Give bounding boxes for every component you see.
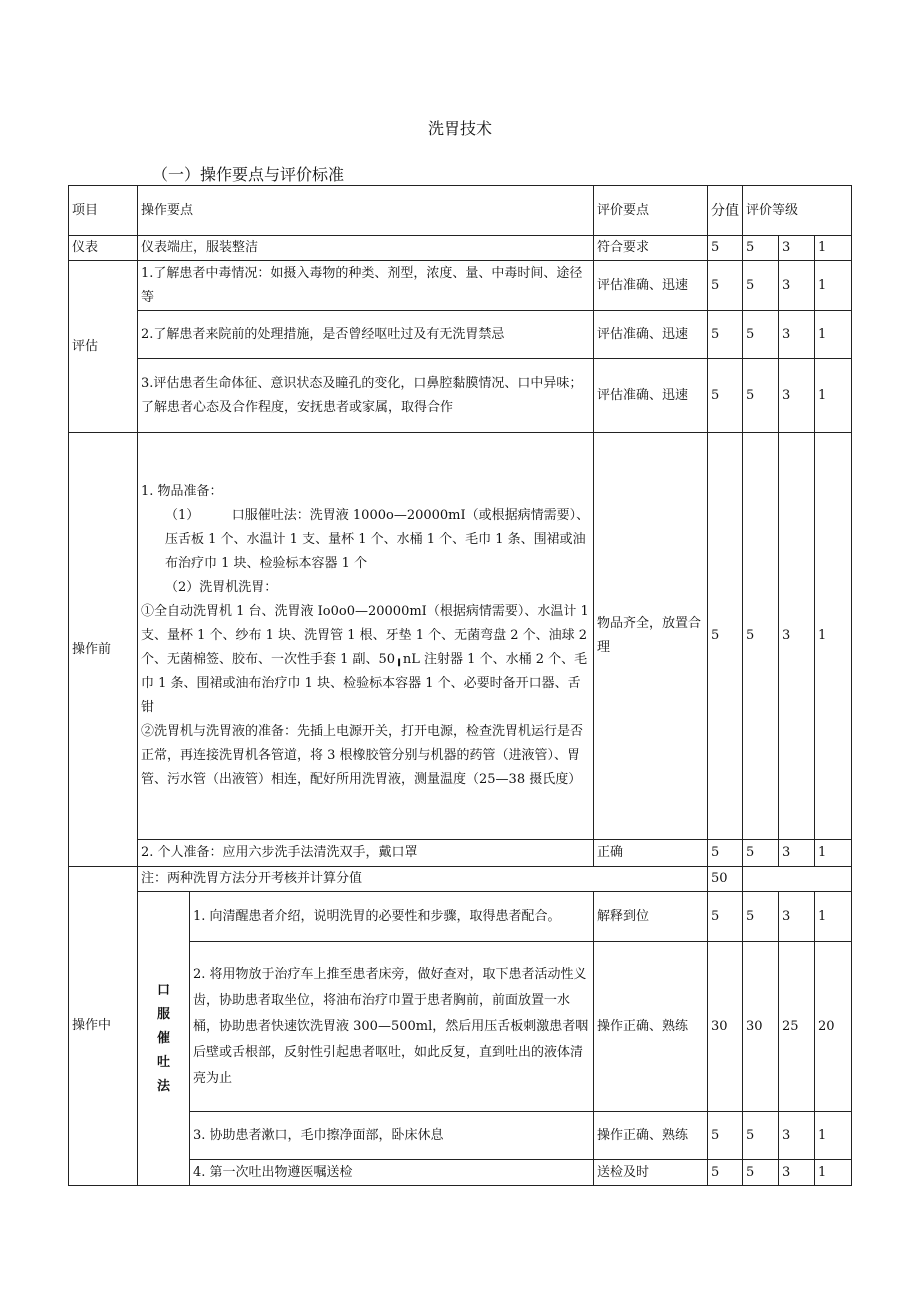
table-row	[69, 840, 852, 867]
header-grade: 评价等级	[743, 186, 852, 236]
table-row	[69, 261, 852, 311]
grade-cell: 5	[743, 261, 779, 311]
criteria-text: 物品齐全，放置合理	[594, 433, 708, 840]
grade-cell: 1	[815, 892, 852, 942]
point-text: 3. 协助患者漱口，毛巾擦净面部，卧床休息	[190, 1112, 594, 1160]
score-cell: 5	[708, 236, 743, 261]
section-subtitle: （一）操作要点与评价标准	[152, 165, 345, 184]
score-cell: 5	[708, 892, 743, 942]
grade-cell: 3	[779, 1160, 815, 1186]
grade-cell: 1	[815, 1112, 852, 1160]
list-item: （1） 口服催吐法：洗胃液 1000o—20000mI（或根据病情需要）、压舌板 1 个、水温计 1 支、量杯 1 个、水桶 1 个、毛巾 1 条、围裙或油布治疗巾 1 块、检验标本容器 1 个	[165, 508, 590, 571]
header-points: 操作要点	[138, 186, 594, 236]
header-score: 分值	[708, 186, 743, 236]
criteria-text: 评估准确、迅速	[594, 311, 708, 359]
grade-cell: 1	[815, 311, 852, 359]
grade-cell: 3	[779, 359, 815, 433]
document-title: 洗胃技术	[427, 119, 492, 138]
point-text: 2.了解患者来院前的处理措施，是否曾经呕吐过及有无洗胃禁忌	[138, 311, 594, 359]
score-cell: 5	[708, 359, 743, 433]
table-row	[69, 311, 852, 359]
criteria-text: 正确	[594, 840, 708, 867]
score-cell: 5	[708, 840, 743, 867]
list-item: （2）洗胃机洗胃：	[165, 580, 278, 595]
score-cell: 5	[708, 1160, 743, 1186]
evaluation-table	[68, 185, 852, 1186]
table-row	[69, 867, 852, 892]
empty-cell	[743, 867, 852, 892]
grade-cell: 5	[743, 236, 779, 261]
criteria-text: 解释到位	[594, 892, 708, 942]
list-item: ①全自动洗胃机 1 台、洗胃液 Io0o0—20000mI（根据病情需要）、水温计 1 支、量杯 1 个、纱布 1 块、洗胃管 1 根、牙垫 1 个、无菌弯盘 2 个、油球 2 个、无菌棉签、胶布、一次性手套 1 副、50╻nL 注射器 1 个、水桶 2 个、毛巾 1 条、围裙或油布治疗巾 1 块、检验标本容器 1 个、必要时备开口器、舌钳	[141, 604, 589, 715]
criteria-text: 送检及时	[594, 1160, 708, 1186]
method-label	[138, 892, 190, 1186]
score-cell: 5	[708, 261, 743, 311]
grade-cell: 1	[815, 433, 852, 840]
category-before-operation: 操作前	[69, 433, 138, 867]
grade-cell: 3	[779, 1112, 815, 1160]
grade-cell: 1	[815, 1160, 852, 1186]
score-cell: 5	[708, 433, 743, 840]
grade-cell: 3	[779, 236, 815, 261]
grade-cell: 1	[815, 261, 852, 311]
criteria-text: 操作正确、熟练	[594, 942, 708, 1112]
grade-cell: 5	[743, 311, 779, 359]
header-item: 项目	[69, 186, 138, 236]
grade-cell: 1	[815, 236, 852, 261]
point-text: 仪表端庄，服装整洁	[138, 236, 594, 261]
score-cell: 5	[708, 311, 743, 359]
category-appearance: 仪表	[69, 236, 138, 261]
header-criteria: 评价要点	[594, 186, 708, 236]
category-during-operation: 操作中	[69, 867, 138, 1186]
grade-cell: 5	[743, 840, 779, 867]
list-item: ②洗胃机与洗胃液的准备：先插上电源开关，打开电源，检查洗胃机运行是否正常，再连接洗胃机各管道，将 3 根橡胶管分别与机器的药管（进液管）、胃管、污水管（出液管）相连，配好所用洗胃液，测量温度（25—38 摄氏度）	[141, 724, 584, 787]
category-assessment: 评估	[69, 261, 138, 433]
table-row	[69, 236, 852, 261]
point-text: 4. 第一次吐出物遵医嘱送检	[190, 1160, 594, 1186]
table-row	[69, 892, 852, 942]
grade-cell: 25	[779, 942, 815, 1112]
grade-cell: 1	[815, 840, 852, 867]
score-cell: 50	[708, 867, 743, 892]
criteria-text: 符合要求	[594, 236, 708, 261]
grade-cell: 3	[779, 261, 815, 311]
grade-cell: 20	[815, 942, 852, 1112]
method-label-text: 口服催吐法	[156, 982, 170, 1094]
grade-cell: 3	[779, 433, 815, 840]
grade-cell: 3	[779, 311, 815, 359]
point-text: 2. 将用物放于治疗车上推至患者床旁，做好查对，取下患者活动性义齿，协助患者取坐位，将油布治疗巾置于患者胸前，前面放置一水桶，协助患者快速饮洗胃液 300—500ml，然后用压舌板刺激患者咽后壁或舌根部，反射性引起患者呕吐，如此反复，直到吐出的液体清亮为止	[190, 942, 594, 1112]
point-text: 1.了解患者中毒情况：如摄入毒物的种类、剂型，浓度、量、中毒时间、途径等	[138, 261, 594, 311]
table-row	[69, 433, 852, 840]
score-cell: 30	[708, 942, 743, 1112]
score-cell: 5	[708, 1112, 743, 1160]
point-text: 1. 向清醒患者介绍，说明洗胃的必要性和步骤，取得患者配合。	[190, 892, 594, 942]
grade-cell: 3	[779, 840, 815, 867]
preparation-list	[138, 433, 594, 840]
grade-cell: 3	[779, 892, 815, 942]
grade-cell: 5	[743, 892, 779, 942]
point-text: 2. 个人准备：应用六步洗手法清洗双手，戴口罩	[138, 840, 594, 867]
criteria-text: 评估准确、迅速	[594, 359, 708, 433]
header-row	[69, 186, 852, 236]
grade-cell: 30	[743, 942, 779, 1112]
criteria-text: 评估准确、迅速	[594, 261, 708, 311]
grade-cell: 5	[743, 1160, 779, 1186]
grade-cell: 5	[743, 433, 779, 840]
table-row	[69, 359, 852, 433]
grade-cell: 1	[815, 359, 852, 433]
note-text: 注：两种洗胃方法分开考核并计算分值	[138, 867, 708, 892]
grade-cell: 5	[743, 1112, 779, 1160]
criteria-text: 操作正确、熟练	[594, 1112, 708, 1160]
grade-cell: 5	[743, 359, 779, 433]
list-item: 1. 物品准备：	[141, 484, 223, 499]
point-text: 3.评估患者生命体征、意识状态及瞳孔的变化，口鼻腔黏膜情况、口中异味；了解患者心态及合作程度，安抚患者或家属，取得合作	[138, 359, 594, 433]
